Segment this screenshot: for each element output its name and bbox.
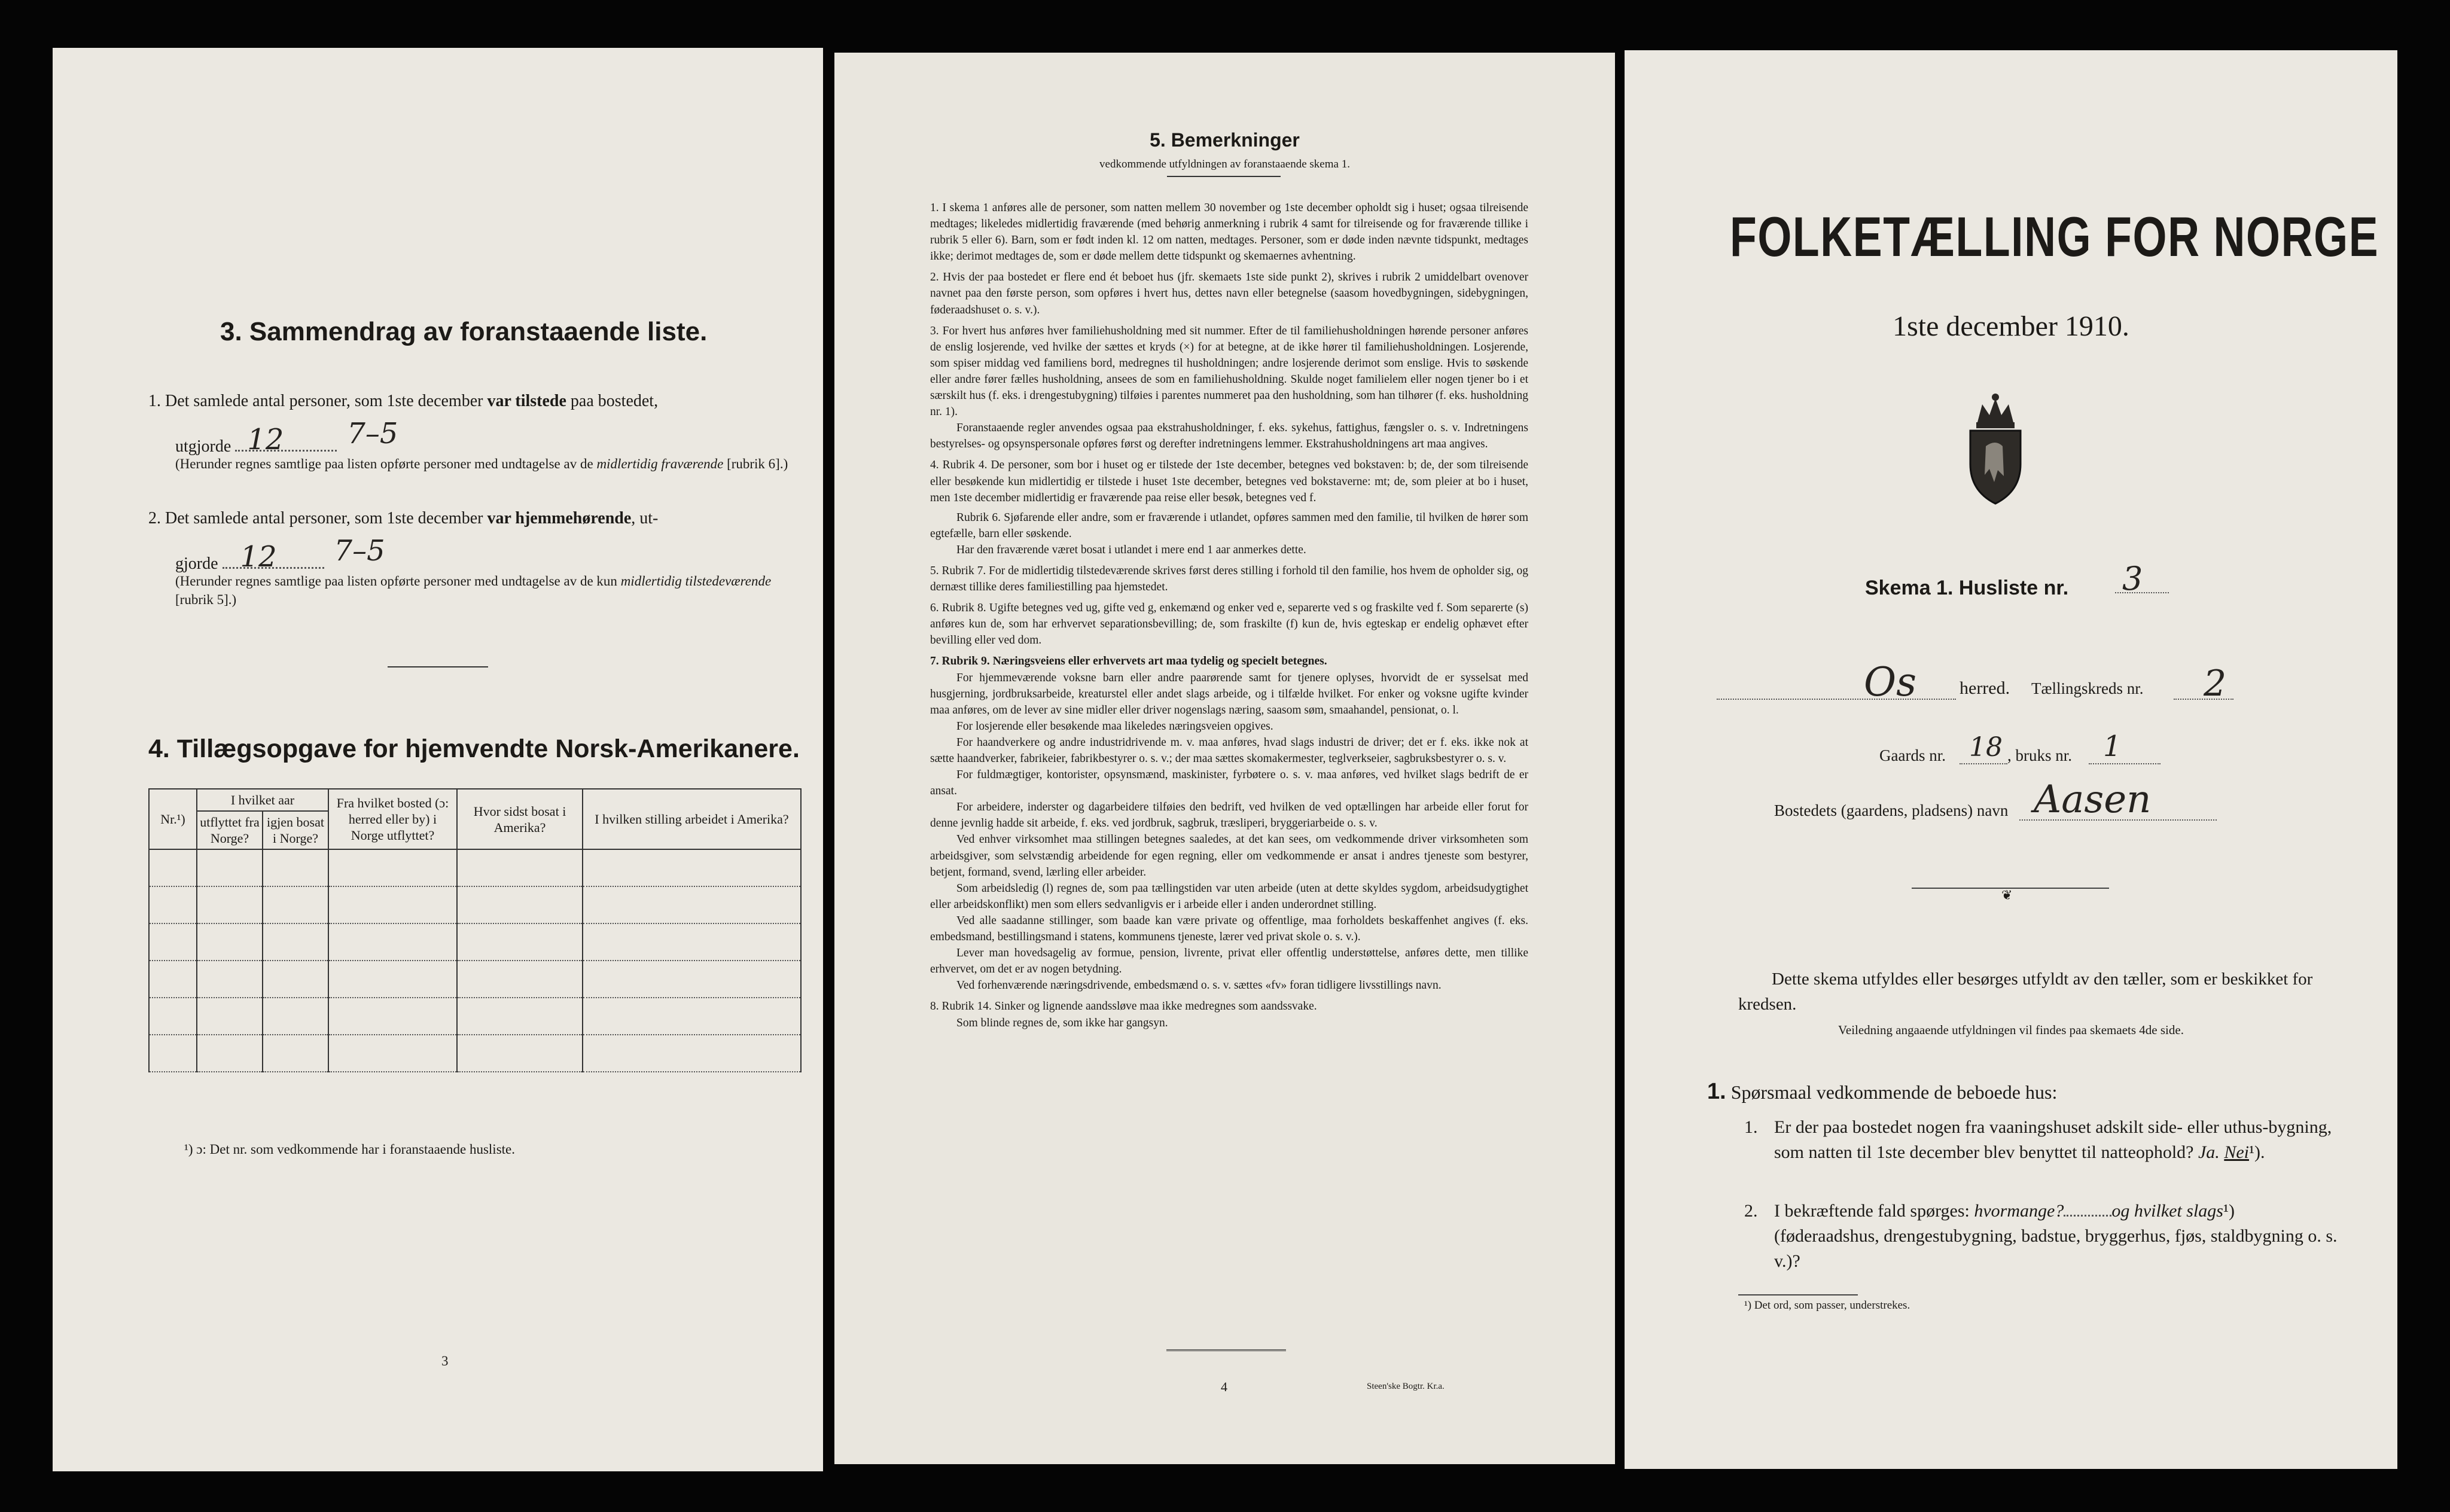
norsk-amerikanere-table	[148, 788, 802, 1072]
item2-value: 12	[240, 540, 277, 574]
printer-credit: Steen'ske Bogtr. Kr.a.	[1367, 1382, 1445, 1391]
gaards-label: Gaards nr.	[1879, 746, 1946, 764]
remark-7j: Lever man hovedsagelig av formue, pension, livrente, privat eller offentlig understøttelse, anføres dette, men tillike erhvervet, om det er av nogen betydning.	[930, 947, 1528, 976]
col-utflyttet: utflyttet fra Norge?	[197, 811, 263, 849]
col-nr: Nr.¹)	[149, 789, 197, 849]
item2-text-b: var hjemmehørende	[487, 509, 632, 528]
remark-7e: For fuldmægtiger, kontorister, opsynsmænd, maskinister, fyrbøtere o. s. v. maa anføres, ved hvilket slags bedrift de er ansat.	[930, 769, 1528, 798]
census-date: 1ste december 1910.	[1893, 310, 2129, 342]
item1-text-a: Det samlede antal personer, som 1ste december	[165, 392, 487, 410]
item2-extra-value: 7–5	[334, 534, 385, 568]
herred-field[interactable]	[1717, 699, 1956, 700]
question-2-text-block	[1774, 1199, 2342, 1274]
item2-number: 2.	[148, 509, 161, 528]
item1-value-field[interactable]	[235, 423, 337, 456]
remark-7f: For arbeidere, inderster og dagarbeidere tilføies den bedrift, ved hvilken de ved optællingen har arbeide eller forut for denne jevnlig hadde sit arbeide, f. eks. ved jordbruk, sagbruk, træsliperi, bryggeriarbeide o. s. v.	[930, 801, 1528, 830]
item2-text-c: , ut-	[631, 509, 659, 528]
herred-value: Os	[1864, 659, 1916, 705]
questions-title-text: Spørsmaal vedkommende de beboede hus:	[1730, 1081, 2058, 1103]
hvormange-field[interactable]	[2064, 1215, 2111, 1217]
table-row[interactable]	[149, 1035, 801, 1072]
end-divider	[1166, 1349, 1286, 1351]
remark-7h: Som arbeidsledig (l) regnes de, som paa tællingstiden var uten arbeide (uten at dette skyldes sygdom, arbeidsudygtighet eller arbeidskonflikt) men som ellers sedvanligvis er i arbeide eller i anden underordnet stilling.	[930, 882, 1528, 911]
question-1-number: 1.	[1744, 1117, 1758, 1137]
bruks-field[interactable]	[2089, 763, 2160, 764]
table-row[interactable]	[149, 923, 801, 961]
item1-text-c: paa bostedet,	[566, 392, 659, 410]
question-2-hvormange[interactable]: hvormange?	[1974, 1201, 2064, 1221]
remark-6: 6. Rubrik 8. Ugifte betegnes ved ug, gifte ved g, enkemænd og enker ved e, separerte ved s og fraskilte ved f. Som separerte (s) anføres kun de, som har erhvervet separationsbevilling; de, som fraskilte (f) kun de, hvis egteskap er endelig ophævet efter bevilling eller ved dom.	[930, 602, 1528, 647]
norway-coat-of-arms-icon	[1960, 386, 2031, 506]
remarks-subtitle: vedkommende utfyldningen av foranstaaende skema 1.	[1099, 158, 1350, 170]
item1-utgjorde-label: utgjorde	[175, 437, 231, 456]
question-2-slags[interactable]: og hvilket slags	[2111, 1201, 2223, 1221]
remark-7g: Ved enhver virksomhet maa stillingen betegnes saaledes, at det kan sees, om vedkommende driver virksomheten som arbeidsgiver, som selvstændig arbeidende for egen regning, eller om vedkommende er ansat i andres tjeneste som bestyrer, betjent, formand, svend, lærling eller arbeider.	[930, 833, 1528, 879]
item1-text-b: var tilstede	[487, 392, 566, 410]
item2-utgjorde-label: gjorde	[175, 554, 218, 573]
remarks-body	[930, 200, 1528, 1031]
section3-title: 3. Sammendrag av foranstaaende liste.	[220, 317, 708, 346]
answer-nei[interactable]: Nei	[2224, 1142, 2249, 1162]
table-row[interactable]	[149, 849, 801, 886]
page-number: 3	[441, 1354, 449, 1368]
remarks-title: 5. Bemerkninger	[1150, 129, 1300, 151]
bruks-value: 1	[2103, 730, 2122, 763]
question-1	[1744, 1115, 2342, 1165]
page-number: 4	[1221, 1379, 1227, 1394]
question-2-sup: ¹)	[2223, 1201, 2235, 1221]
question-1-text: Er der paa bostedet nogen fra vaaningshuset adskilt side- eller uthus-bygning, som natten til 1ste december blev benyttet til natteophold?	[1774, 1117, 2332, 1162]
skema-label: Skema 1. Husliste nr.	[1865, 577, 2069, 599]
col-bosted: Fra hvilket bosted (ɔ: herred eller by) i Norge utflyttet?	[328, 789, 457, 849]
questions-title	[1707, 1079, 2057, 1105]
remark-4b: Rubrik 6. Sjøfarende eller andre, som er fraværende i utlandet, opføres sammen med den familie, til hvilken de hører som egtefælle, barn eller søskende.	[930, 511, 1528, 540]
table-row[interactable]	[149, 998, 801, 1035]
remark-7i: Ved alle saadanne stillinger, som baade kan være private og offentlige, maa forholdets beskaffenhet angives (f. eks. embedsmand, bestillingsmand i statens, kommunens tjeneste, lærer ved privat skole o. s. v.).	[930, 914, 1528, 944]
answer-ja[interactable]: Ja.	[2198, 1142, 2220, 1162]
bosted-label: Bostedets (gaardens, pladsens) navn	[1774, 801, 2009, 819]
remark-7b: For hjemmeværende voksne barn eller andre paarørende samt for tjenere oplyses, hvorvidt de er sysselsat med husgjerning, jordbruksarbeide, kreaturstel eller andet slags arbeide, og i tilfælde hvilket. For enker og voksne ugifte kvinder maa anføres, om de lever av sine midler eller driver nogenslags næring, saasom søm, smaahandel, pensionat, o. l.	[930, 671, 1528, 717]
gaards-value: 18	[1969, 732, 2003, 763]
item2-value-field[interactable]	[223, 540, 324, 574]
left-page	[53, 48, 823, 1471]
bruks-label: , bruks nr.	[2007, 746, 2072, 764]
veiledning-text: Veiledning angaaende utfyldningen vil findes paa skemaets 4de side.	[1838, 1023, 2184, 1037]
question-1-text-block	[1774, 1115, 2342, 1165]
item2-note-b: midlertidig tilstedeværende	[620, 574, 772, 589]
remark-4c: Har den fraværende været bosat i utlandet i mere end 1 aar anmerkes dette.	[956, 543, 1306, 556]
middle-page	[834, 53, 1615, 1464]
bosted-value: Aasen	[2034, 778, 2152, 822]
question-2	[1744, 1199, 2342, 1274]
remark-1: 1. I skema 1 anføres alle de personer, som natten mellem 30 november og 1ste december opholdt sig i huset; ogsaa tilreisende medtages; likeledes midlertidig fraværende (med behørig anmerkning i rubrik 4 samt for tilreisende og for fraværende tillike i rubrik 5 eller 6). Barn, som er født inden kl. 12 om natten, medtages. Personer, som er døde inden nævnte tidspunkt, medtages ikke; derimot medtages de, som er døde mellem dette tidspunkt og skemaernes avhentning.	[930, 202, 1528, 263]
remark-3b: Foranstaaende regler anvendes ogsaa paa ekstrahusholdninger, f. eks. sykehus, fattighus, fængsler o. s. v. Indretningens bestyrelses- og opsynspersonale opføres først og derefter indretningens lemmer. Ekstrahusholdningens art maa angives.	[930, 422, 1528, 451]
right-page	[1625, 50, 2397, 1469]
question-2-number: 2.	[1744, 1201, 1758, 1221]
table-row[interactable]	[149, 961, 801, 998]
herred-label: herred.	[1960, 678, 2010, 698]
item1-note-a: (Herunder regnes samtlige paa listen opførte personer med undtagelse av de	[175, 456, 597, 471]
item2-text-a: Det samlede antal personer, som 1ste december	[165, 509, 487, 528]
remark-7d: For haandverkere og andre industridrivende m. v. maa anføres, hvad slags industri de driver; det er f. eks. ikke nok at sætte haandverker, fabrikeier, fabrikbestyrer o. s. v.; der maa sættes skomakermester, teglverkseier, sagbruksbestyrer o. s. v.	[930, 736, 1528, 765]
intro-text: Dette skema utfyldes eller besørges utfyldt av den tæller, som er beskikket for kredsen.	[1738, 970, 2313, 1014]
section4-title: 4. Tillægsopgave for hjemvendte Norsk-Amerikanere.	[148, 734, 800, 763]
col-igjen-bosat: igjen bosat i Norge?	[263, 811, 328, 849]
gaards-field[interactable]	[1960, 763, 2007, 764]
remark-8: 8. Rubrik 14. Sinker og lignende aandssløve maa ikke medregnes som aandssvake.	[930, 1000, 1317, 1013]
krets-value: 2	[2204, 663, 2227, 705]
subtitle-divider	[1167, 176, 1281, 177]
remark-8b: Som blinde regnes de, som ikke har gangsyn.	[956, 1016, 1168, 1029]
remark-2: 2. Hvis der paa bostedet er flere end ét beboet hus (jfr. skemaets 1ste side punkt 2), skrives i rubrik 2 umiddelbart ovenover navnet paa den første person, som opføres i hvert hus, dettes navn eller betegnelse (saasom hovedbygningen, sidebygningen, føderaadshuset o. s. v.).	[930, 271, 1528, 316]
remark-3: 3. For hvert hus anføres hver familiehusholdning med sit nummer. Efter de til familiehusholdningen hørende personer anføres de enslig losjerende, ved hvilke der sættes et kryds (×) for at betegne, at de ikke hører til familiehusholdningen. Losjerende, som spiser middag ved familiens bord, medregnes til husholdningen; andre losjerende derimot som enslige. Hvis to søskende eller andre fører fælles husholdning, ansees de som en familiehusholdning. Skulde noget familielem eller nogen tjener bo i et særskilt hus (f. eks. i drengestubygning) tilføies i parentes nummeret paa den husholdning, som han tilhører (f. eks. husholdning nr. 1).	[930, 324, 1528, 419]
answer-sup: ¹).	[2248, 1142, 2265, 1162]
col-stilling: I hvilken stilling arbeidet i Amerika?	[583, 789, 801, 849]
remark-7k: Ved forhenværende næringsdrivende, embedsmænd o. s. v. sættes «fv» foran tidligere livsstillings navn.	[956, 979, 1442, 992]
item1-note-b: midlertidig fraværende	[596, 456, 724, 471]
col-year-group: I hvilket aar	[197, 789, 328, 811]
census-title: FOLKETÆLLING FOR NORGE	[1730, 205, 2379, 268]
question-2-text-e: (føderaadshus, drengestubygning, badstue, bryggerhus, fjøs, staldbygning o. s. v.)?	[1774, 1226, 2338, 1271]
item2-note	[175, 572, 803, 609]
footnote-divider	[1738, 1294, 1858, 1295]
item1-value: 12	[247, 423, 284, 456]
item1-extra-value: 7–5	[347, 417, 398, 450]
table-footnote: ¹) ɔ: Det nr. som vedkommende har i foranstaaende husliste.	[184, 1142, 515, 1157]
table-row[interactable]	[149, 886, 801, 923]
divider	[388, 666, 488, 667]
summary-item-1	[148, 390, 806, 413]
question-2-text-a: I bekræftende fald spørges:	[1774, 1201, 1970, 1221]
page3-footnote: ¹) Det ord, som passer, understrekes.	[1744, 1299, 1910, 1312]
remark-7: 7. Rubrik 9. Næringsveiens eller erhvervets art maa tydelig og specielt betegnes.	[930, 655, 1327, 668]
remark-5: 5. Rubrik 7. For de midlertidig tilstedeværende skrives først deres stilling i forhold til den familie, hos hvem de opholder sig, og dernæst tillike deres familiestilling paa hjemstedet.	[930, 564, 1528, 594]
item1-number: 1.	[148, 392, 161, 410]
summary-item-2	[148, 507, 806, 530]
remark-7c: For losjerende eller besøkende maa likeledes næringsveien opgives.	[956, 720, 1273, 733]
item1-note-c: [rubrik 6].)	[723, 456, 788, 471]
item1-note	[175, 455, 803, 473]
ornament-icon: ❦	[2001, 888, 2013, 903]
questions-title-number: 1.	[1707, 1079, 1726, 1104]
col-sidst-bosat: Hvor sidst bosat i Amerika?	[457, 789, 583, 849]
krets-label: Tællingskreds nr.	[2031, 679, 2144, 697]
item2-note-a: (Herunder regnes samtlige paa listen opførte personer med undtagelse av de kun	[175, 574, 621, 589]
remark-4: 4. Rubrik 4. De personer, som bor i huset og er tilstede der 1ste december, betegnes ved bokstaven: b; de, der som tilreisende eller besøkende kun midlertidig er tilstede i huset 1ste december, betegnes ved bokstaverne: mt; de, som pleier at bo i huset, men 1ste december midlertidig er fraværende paa reise eller besøk, betegnes ved f.	[930, 459, 1528, 504]
item2-note-c: [rubrik 5].)	[175, 592, 237, 607]
husliste-value: 3	[2122, 560, 2143, 598]
